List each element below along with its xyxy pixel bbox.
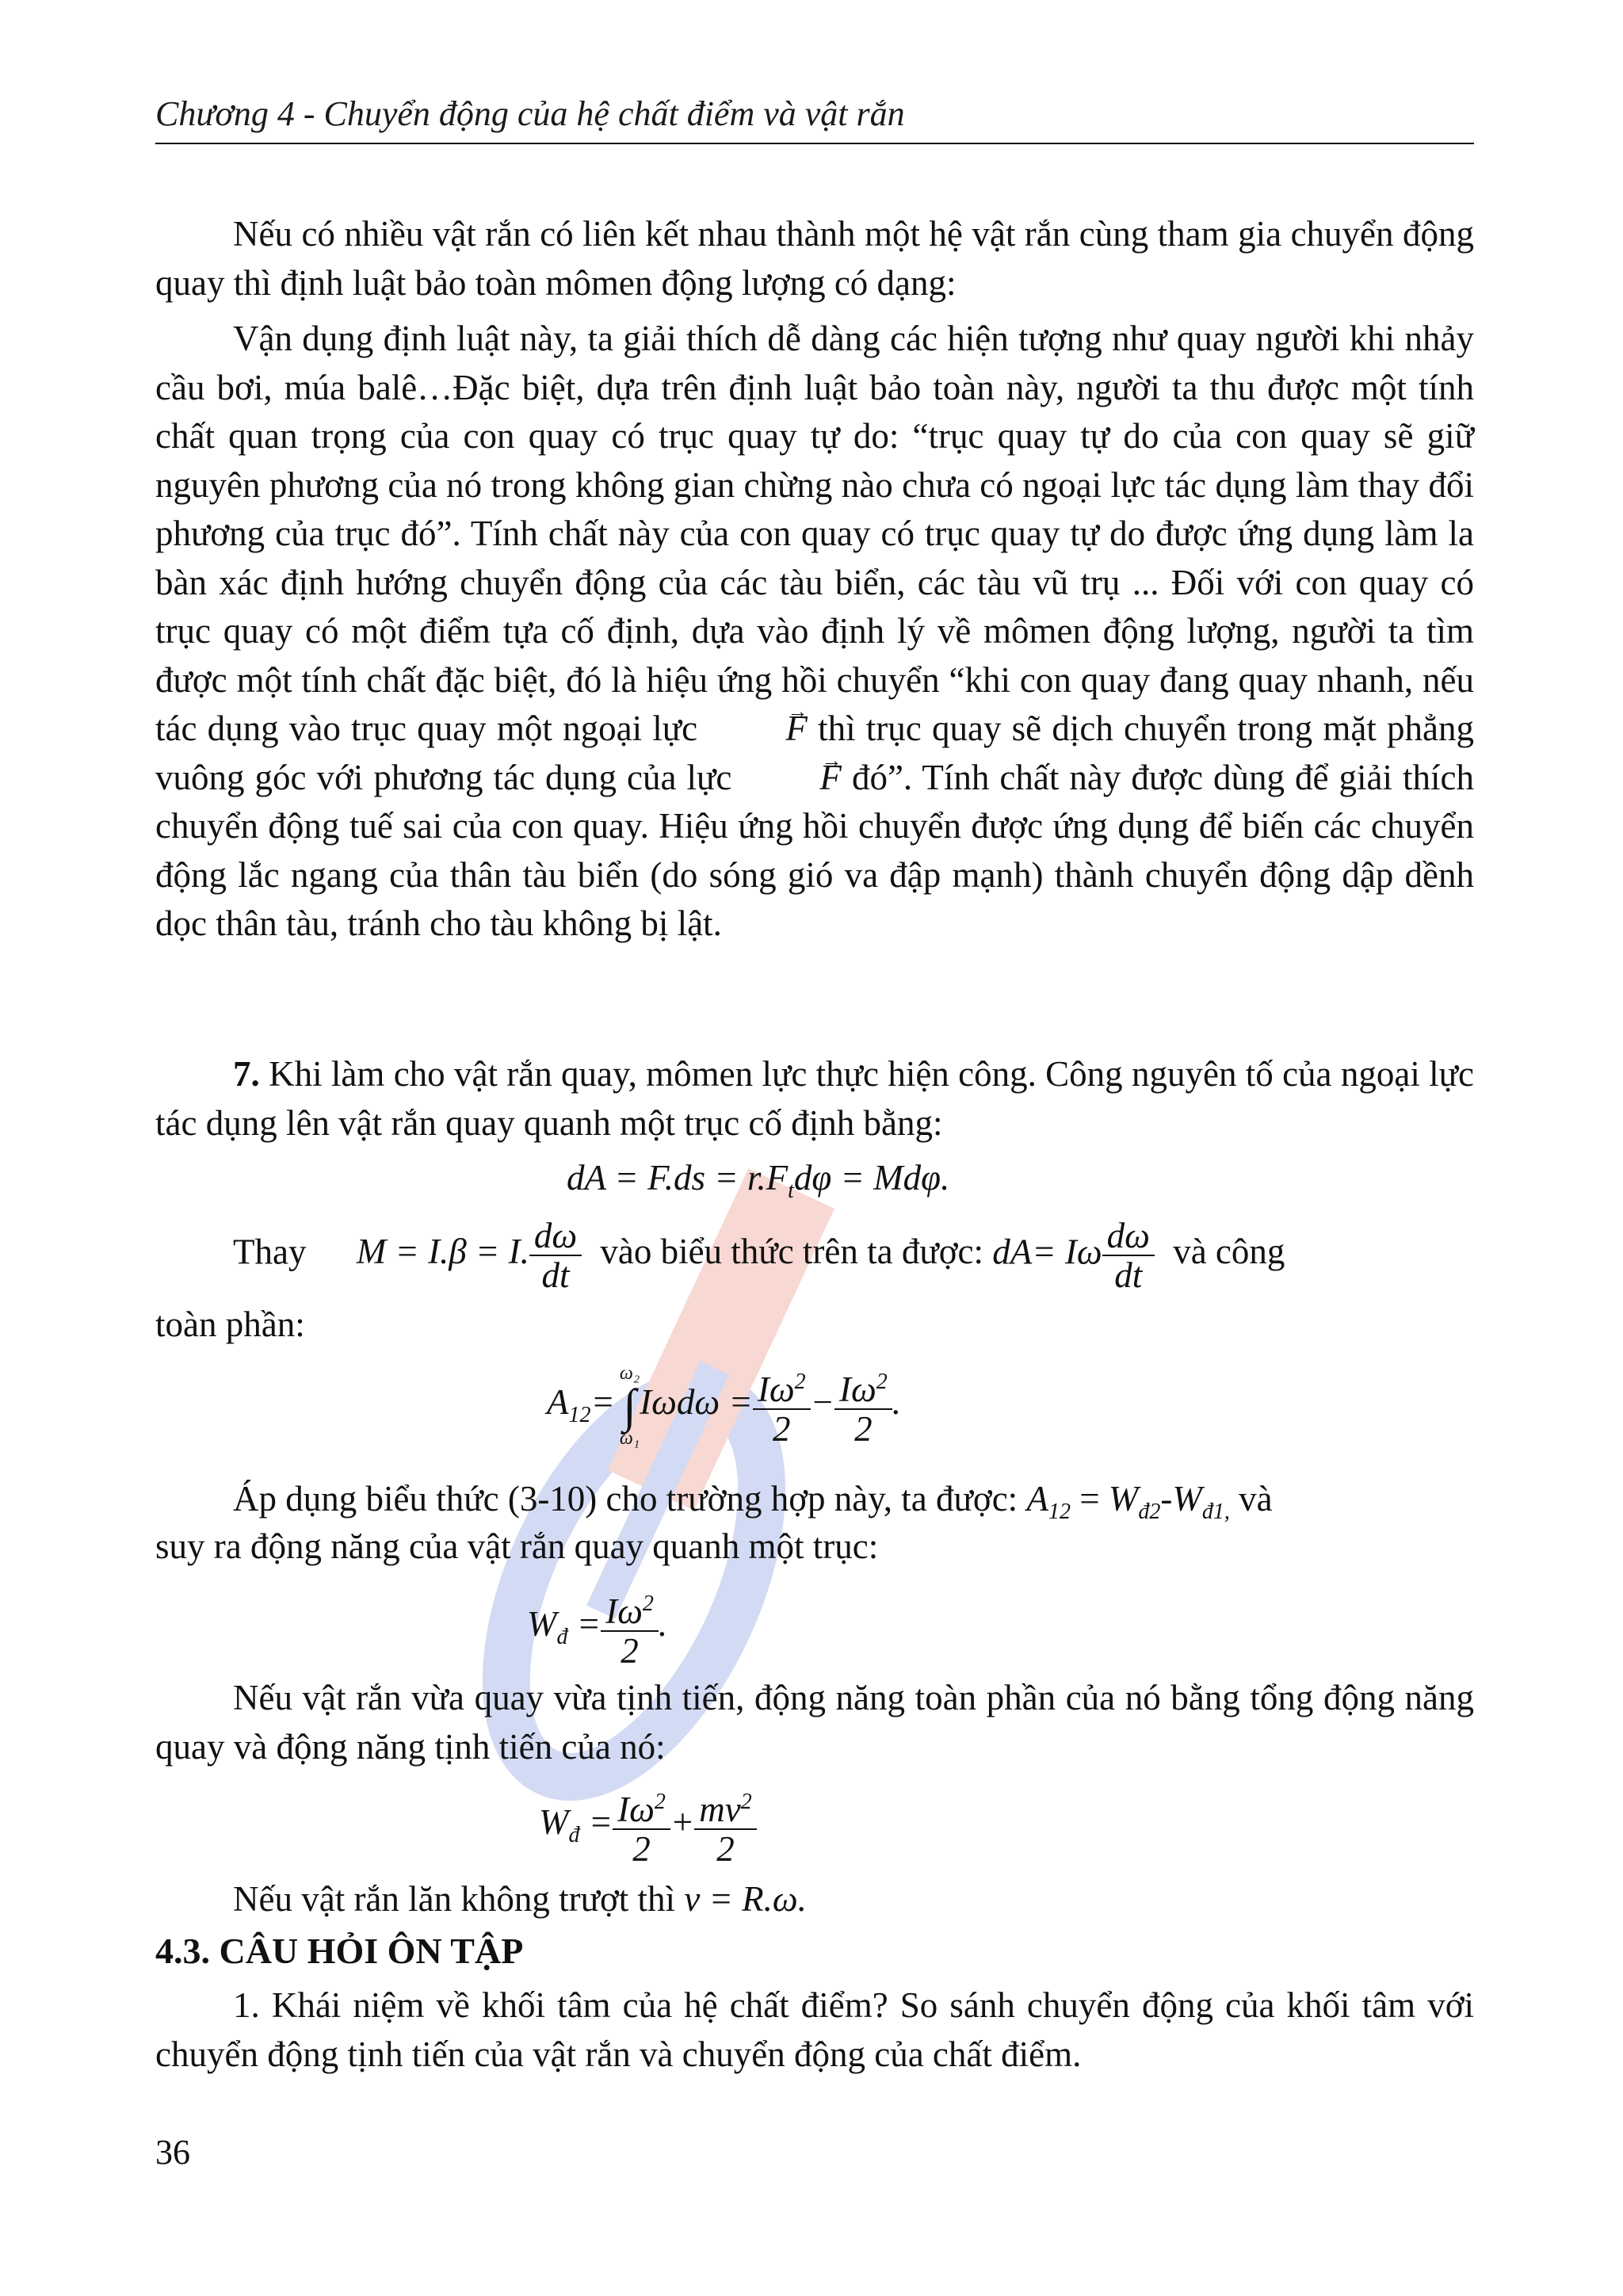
apply-end: và xyxy=(1239,1479,1273,1519)
thay-end-text: và công xyxy=(1173,1232,1285,1272)
header-rule xyxy=(155,143,1474,144)
running-header: Chương 4 - Chuyển động của hệ chất điểm và vật rắn xyxy=(155,94,905,133)
paragraph-2-part-3: đó”. Tính chất này được dùng để giải thích chuyển động tuế sai của con quay. Hiệu ứng hồi chuyển được ứng dụng để biến các chuyển động lắc ngang của thân tàu biển (do sóng gió va đập mạnh) thành chuyển động dập dềnh dọc thân tàu, tránh cho tàu không bị lật. xyxy=(155,757,1475,943)
equation-total-work: $A_{12}=$ ω₂ ∫ ω₁ Iωdω = $\frac{I\omega^2}{2}$ − $\frac{I\omega^2}{2}$ . xyxy=(547,1362,901,1449)
paragraph-2-part-2: thì trục quay sẽ dịch chuyển trong mặt phẳng vuông góc với phương tác dụng của lực xyxy=(155,709,1475,797)
frac-den: 2 xyxy=(854,1409,873,1449)
period: . xyxy=(658,1603,668,1644)
thay-mid-text: vào biểu thức trên ta được: xyxy=(600,1232,984,1272)
eq-dA-lhs: dA = F.ds = r.F xyxy=(567,1158,789,1198)
equation-total-kinetic-energy xyxy=(539,1783,757,1868)
frac-num-exp: 2 xyxy=(642,1591,654,1616)
eq-A-sub: 12 xyxy=(568,1402,591,1427)
item-number-7: 7. xyxy=(233,1054,260,1094)
apply-continuation: suy ra động năng của vật rắn quay quanh một trục: xyxy=(155,1526,879,1566)
eq-A12b: A xyxy=(1026,1479,1048,1519)
eq-minus-Wd1: -W xyxy=(1160,1479,1202,1519)
rolling-text: Nếu vật rắn lăn không trượt thì xyxy=(233,1879,676,1919)
section-heading: 4.3. CÂU HỎI ÔN TẬP xyxy=(155,1931,524,1971)
frac-Iw2 xyxy=(601,1585,659,1670)
rolling-equation: v = R.ω. xyxy=(684,1879,807,1919)
eq-W-sub: đ xyxy=(568,1822,580,1847)
eq-dA2: dA= Iω xyxy=(992,1232,1102,1272)
equation-rotational-energy xyxy=(527,1585,667,1670)
apply-text: Áp dụng biểu thức (3-10) cho trường hợp này, ta được: xyxy=(233,1479,1018,1519)
eq-W: W xyxy=(527,1603,557,1644)
frac-den: dt xyxy=(541,1255,570,1295)
frac-num-exp: 2 xyxy=(740,1790,752,1814)
period: . xyxy=(892,1381,901,1422)
thay-line xyxy=(233,1217,1285,1294)
eq-Wd1-sub: đ1, xyxy=(1201,1499,1230,1524)
eq-dA-sub: t xyxy=(788,1179,794,1203)
eq-sign: = xyxy=(567,1603,601,1644)
frac-dw-dt-1 xyxy=(529,1217,582,1294)
integrand: Iωdω = xyxy=(640,1381,753,1422)
paragraph-1: Nếu có nhiều vật rắn có liên kết nhau thành một hệ vật rắn cùng tham gia chuyển động quay thì định luật bảo toàn mômen động lượng có dạng: xyxy=(155,214,1474,303)
frac-num-text: Iω xyxy=(617,1790,655,1829)
eq-W: W xyxy=(539,1801,569,1842)
eq-W-sub: đ xyxy=(556,1624,568,1649)
rolling-line xyxy=(233,1878,807,1920)
frac-num-exp: 2 xyxy=(794,1370,806,1394)
frac-num-exp: 2 xyxy=(654,1790,666,1814)
frac-den: 2 xyxy=(716,1829,735,1869)
integral-upper-limit: ω₂ xyxy=(619,1362,640,1384)
eq-sign: = xyxy=(1070,1479,1109,1519)
paragraph-3 xyxy=(155,1050,1474,1148)
eq-M-lhs: M = I.β = I. xyxy=(356,1232,529,1272)
eq-A: A xyxy=(547,1381,569,1422)
paragraph-6: Nếu vật rắn vừa quay vừa tịnh tiến, động năng toàn phần của nó bằng tổng động năng quay và động năng tịnh tiến của nó: xyxy=(155,1678,1474,1767)
force-vector-2: → F xyxy=(742,754,842,803)
paragraph-3-text: Khi làm cho vật rắn quay, mômen lực thực hiện công. Công nguyên tố của ngoại lực tác dụng lên vật rắn quay quanh một trục cố định bằng: xyxy=(155,1054,1475,1143)
frac-num-text: Iω xyxy=(605,1591,643,1631)
equation-work-element xyxy=(567,1157,949,1204)
frac-num-text: Iω xyxy=(838,1370,876,1409)
frac-num-exp: 2 xyxy=(876,1370,888,1394)
frac-mv2 xyxy=(694,1783,756,1868)
frac-Iw1-squared xyxy=(834,1363,892,1448)
question-1: 1. Khái niệm về khối tâm của hệ chất điểm? So sánh chuyển động của khối tâm với chuyển động tịnh tiến của vật rắn và chuyển động của chất điểm. xyxy=(155,1985,1474,2074)
thay-word: Thay xyxy=(233,1232,307,1272)
frac-den: dt xyxy=(1114,1255,1143,1295)
frac-den: 2 xyxy=(632,1829,651,1869)
frac-num-text: Iω xyxy=(757,1370,795,1409)
force-vector-1: → F xyxy=(708,705,808,754)
frac-Iw2 xyxy=(613,1783,670,1868)
frac-den: 2 xyxy=(772,1409,791,1449)
eq-Wd2: W xyxy=(1108,1479,1139,1519)
frac-num: dω xyxy=(529,1217,582,1256)
paragraph-2-part-1: Vận dụng định luật này, ta giải thích dễ dàng các hiện tượng như quay người khi nhảy cầu bơi, múa balê…Đặc biệt, dựa trên định luật bảo toàn này, người ta thu được một tính chất quan trọng của con quay có trục quay tự do: “trục quay tự do của con quay sẽ giữ nguyên phương của nó trong không gian chừng nào chưa có ngoại lực tác dụng làm thay đổi phương của trục đó”. Tính chất này của con quay có trục quay tự do được ứng dụng làm la bàn xác định hướng chuyển động của các tàu biển, các tàu vũ trụ ... Đối với con quay có trục quay có một điểm tựa cố định, dựa vào định lý về mômen động lượng, người ta tìm được một tính chất đặc biệt, đó là hiệu ứng hồi chuyển “khi con quay đang quay nhanh, nếu tác dụng vào trục quay một ngoại lực xyxy=(155,319,1474,748)
page-number: 36 xyxy=(155,2133,190,2172)
eq-Wd2-sub: đ2 xyxy=(1138,1499,1161,1524)
frac-dw-dt-2 xyxy=(1102,1217,1155,1294)
eq-sign: = xyxy=(579,1801,613,1842)
integral-sign: ω₂ ∫ ω₁ xyxy=(619,1362,640,1449)
frac-num-text: mv xyxy=(699,1790,741,1829)
apply-line xyxy=(233,1478,1273,1525)
eq-A12b-sub: 12 xyxy=(1048,1499,1071,1524)
plus-sign: + xyxy=(670,1801,695,1842)
frac-Iw2-squared xyxy=(753,1363,811,1448)
minus-sign: − xyxy=(810,1381,834,1422)
integral-lower-limit: ω₁ xyxy=(619,1427,640,1449)
thay-continuation: toàn phần: xyxy=(155,1305,305,1344)
paragraph-2 xyxy=(155,315,1474,949)
frac-den: 2 xyxy=(621,1631,639,1671)
eq-dA-rhs: dφ = Mdφ. xyxy=(793,1158,950,1198)
frac-num: dω xyxy=(1102,1217,1155,1256)
